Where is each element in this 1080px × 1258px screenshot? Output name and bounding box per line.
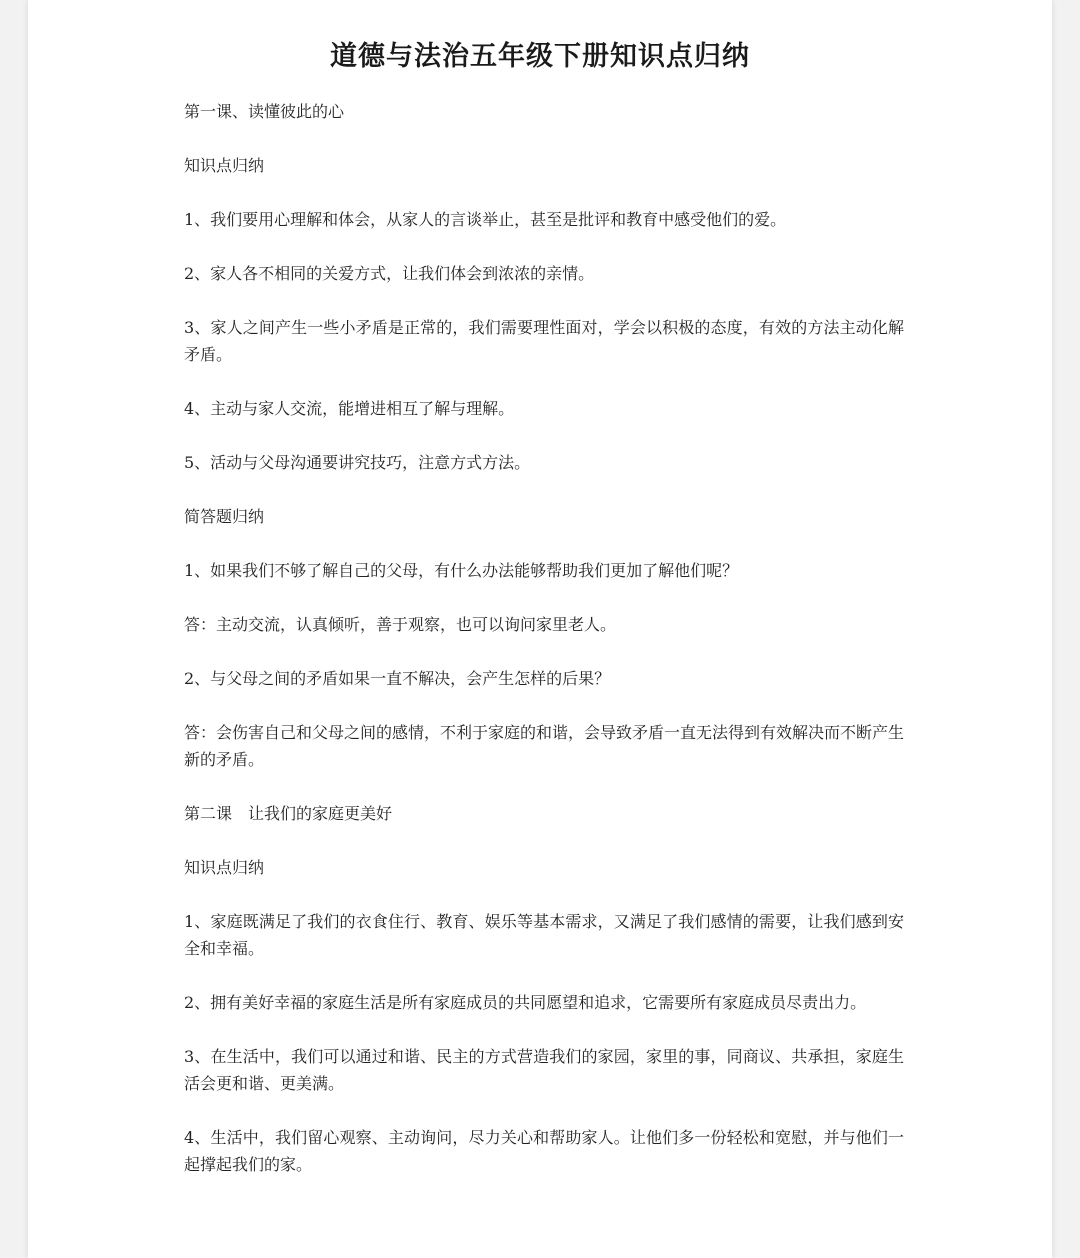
paragraph: 1、我们要用心理解和体会，从家人的言谈举止，甚至是批评和教育中感受他们的爱。 [184, 210, 787, 229]
lesson-2-heading: 第二课 让我们的家庭更美好 [184, 804, 393, 823]
paragraph: 1、家庭既满足了我们的衣食住行、教育、娱乐等基本需求，又满足了我们感情的需要，让我们感到安全和幸福。 [184, 912, 904, 958]
paragraph: 2、家人各不相同的关爱方式，让我们体会到浓浓的亲情。 [184, 264, 595, 283]
answer: 答：主动交流，认真倾听，善于观察，也可以询问家里老人。 [184, 615, 617, 634]
paragraph: 2、拥有美好幸福的家庭生活是所有家庭成员的共同愿望和追求，它需要所有家庭成员尽责出力。 [184, 993, 867, 1012]
document-page [28, 0, 1052, 1258]
section-heading-knowledge: 知识点归纳 [184, 156, 265, 175]
paragraph: 5、活动与父母沟通要讲究技巧，注意方式方法。 [184, 453, 531, 472]
question: 1、如果我们不够了解自己的父母，有什么办法能够帮助我们更加了解他们呢？ [184, 561, 739, 580]
lesson-1-heading: 第一课、读懂彼此的心 [184, 102, 345, 121]
paragraph: 4、主动与家人交流，能增进相互了解与理解。 [184, 399, 515, 418]
answer: 答：会伤害自己和父母之间的感情，不利于家庭的和谐，会导致矛盾一直无法得到有效解决而不断产生新的矛盾。 [184, 723, 905, 769]
section-heading-knowledge: 知识点归纳 [184, 858, 265, 877]
question: 2、与父母之间的矛盾如果一直不解决，会产生怎样的后果？ [184, 669, 611, 688]
document-body [184, 98, 904, 1205]
paragraph: 4、生活中，我们留心观察、主动询问，尽力关心和帮助家人。让他们多一份轻松和宽慰，并与他们一起撑起我们的家。 [184, 1128, 904, 1174]
section-heading-short-answer: 简答题归纳 [184, 507, 265, 526]
paragraph: 3、在生活中，我们可以通过和谐、民主的方式营造我们的家园，家里的事，同商议、共承担，家庭生活会更和谐、更美满。 [184, 1047, 904, 1093]
document-title: 道德与法治五年级下册知识点归纳 [330, 41, 750, 72]
paragraph: 3、家人之间产生一些小矛盾是正常的，我们需要理性面对，学会以积极的态度，有效的方法主动化解矛盾。 [184, 318, 904, 364]
